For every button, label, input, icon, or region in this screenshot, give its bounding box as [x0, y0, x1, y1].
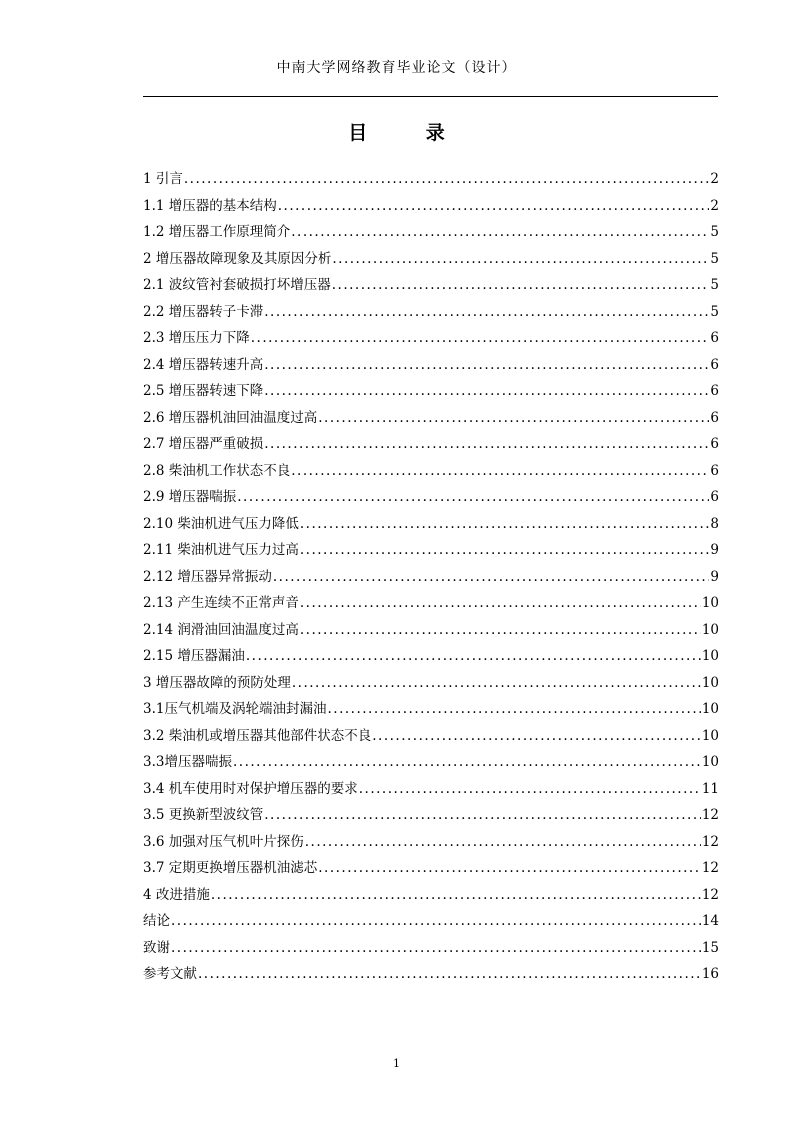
toc-dot-leader	[184, 166, 710, 193]
toc-entry-label: 2.14 润滑油回油温度过高	[143, 621, 299, 638]
toc-dot-leader	[237, 484, 709, 511]
toc-dot-leader	[318, 855, 701, 882]
toc-entry[interactable]	[143, 855, 719, 882]
toc-entry-page: 12	[701, 833, 719, 850]
toc-entry-page: 2	[710, 171, 719, 187]
toc-entry[interactable]	[143, 935, 719, 962]
toc-entry-page: 2	[710, 197, 719, 214]
toc-dot-leader	[264, 378, 709, 405]
toc-entry-label: 2.6 增压器机油回油温度过高	[143, 409, 318, 426]
table-of-contents	[143, 166, 719, 988]
toc-entry-page: 10	[701, 648, 719, 664]
toc-dot-leader	[305, 829, 701, 856]
toc-entry-page: 16	[701, 966, 719, 982]
toc-entry[interactable]	[143, 723, 719, 750]
toc-entry[interactable]	[143, 749, 719, 776]
toc-entry-page: 5	[710, 303, 719, 320]
toc-entry[interactable]	[143, 272, 719, 299]
toc-dot-leader	[359, 776, 701, 803]
toc-entry-page: 6	[710, 330, 719, 346]
toc-entry-label: 1.2 增压器工作原理简介	[143, 224, 291, 240]
toc-entry-page: 9	[710, 568, 719, 585]
toc-dot-leader	[273, 564, 710, 591]
toc-dot-leader	[372, 723, 701, 750]
toc-entry-label: 3.6 加强对压气机叶片探伤	[143, 833, 304, 850]
toc-entry[interactable]	[143, 219, 719, 246]
toc-entry-label: 3.1压气机端及涡轮端油封漏油	[143, 701, 327, 717]
toc-dot-leader	[300, 511, 710, 538]
toc-entry-page: 12	[701, 807, 719, 823]
toc-entry[interactable]	[143, 378, 719, 405]
toc-entry[interactable]	[143, 670, 719, 697]
toc-entry-label: 致谢	[143, 939, 170, 956]
toc-entry-label: 2.10 柴油机进气压力降低	[143, 515, 299, 532]
toc-entry[interactable]	[143, 961, 719, 988]
toc-entry-label: 2.9 增压器喘振	[143, 489, 237, 505]
toc-entry-label: 2.7 增压器严重破损	[143, 436, 264, 452]
toc-entry[interactable]	[143, 325, 719, 352]
toc-entry-page: 15	[701, 939, 719, 956]
toc-entry-label: 3.7 定期更换增压器机油滤芯	[143, 860, 318, 876]
page-header: 中南大学网络教育毕业论文（设计）	[276, 60, 517, 76]
toc-dot-leader	[291, 458, 709, 485]
toc-dot-leader	[198, 961, 701, 988]
toc-entry-page: 6	[710, 489, 719, 505]
toc-entry-page: 8	[710, 515, 719, 532]
toc-entry-label: 结论	[143, 913, 170, 929]
header-divider	[143, 96, 718, 97]
toc-entry[interactable]	[143, 511, 719, 538]
toc-entry-label: 2.15 增压器漏油	[143, 648, 245, 664]
toc-dot-leader	[264, 352, 709, 379]
toc-dot-leader	[318, 405, 709, 432]
toc-entry-page: 10	[701, 701, 719, 717]
toc-title: 目 录	[348, 122, 471, 144]
toc-entry-label: 3 增压器故障的预防处理	[143, 674, 291, 691]
toc-entry-page: 10	[701, 754, 719, 770]
toc-dot-leader	[264, 802, 701, 829]
toc-entry-page: 11	[701, 780, 719, 797]
toc-entry-label: 3.4 机车使用时对保护增压器的要求	[143, 780, 358, 797]
toc-entry-page: 6	[710, 436, 719, 452]
toc-entry-page: 14	[701, 913, 719, 929]
toc-entry[interactable]	[143, 617, 719, 644]
toc-entry-label: 2.8 柴油机工作状态不良	[143, 462, 291, 479]
toc-entry-label: 2.12 增压器异常振动	[143, 568, 272, 585]
toc-entry-label: 2.1 波纹管衬套破损打坏增压器	[143, 277, 331, 293]
toc-entry-page: 12	[701, 886, 719, 903]
toc-entry-label: 1 引言	[143, 171, 183, 187]
toc-dot-leader	[264, 431, 709, 458]
toc-entry-page: 6	[710, 383, 719, 399]
toc-entry[interactable]	[143, 458, 719, 485]
toc-dot-leader	[300, 617, 701, 644]
toc-entry-label: 2.3 增压压力下降	[143, 330, 250, 346]
toc-entry[interactable]	[143, 882, 719, 909]
toc-entry[interactable]	[143, 696, 719, 723]
toc-entry-page: 6	[710, 462, 719, 479]
toc-dot-leader	[246, 643, 701, 670]
toc-entry-label: 2.2 增压器转子卡滞	[143, 303, 264, 320]
toc-entry-label: 参考文献	[143, 966, 197, 982]
toc-entry[interactable]	[143, 537, 719, 564]
toc-entry-page: 10	[701, 674, 719, 691]
toc-entry-page: 10	[701, 595, 719, 611]
toc-dot-leader	[233, 749, 701, 776]
toc-entry-label: 4 改进措施	[143, 886, 210, 903]
toc-entry-label: 2 增压器故障现象及其原因分析	[143, 250, 332, 267]
toc-entry-label: 2.11 柴油机进气压力过高	[143, 542, 299, 558]
toc-dot-leader	[300, 590, 701, 617]
toc-dot-leader	[300, 537, 710, 564]
toc-entry[interactable]	[143, 590, 719, 617]
toc-entry[interactable]	[143, 484, 719, 511]
toc-entry-label: 2.5 增压器转速下降	[143, 383, 264, 399]
toc-entry-page: 5	[710, 277, 719, 293]
toc-entry-page: 9	[710, 542, 719, 558]
toc-entry-page: 6	[710, 409, 719, 426]
toc-entry-page: 10	[701, 621, 719, 638]
toc-entry-label: 3.3增压器喘振	[143, 754, 232, 770]
toc-entry[interactable]	[143, 405, 719, 432]
toc-entry-label: 3.2 柴油机或增压器其他部件状态不良	[143, 727, 372, 744]
toc-dot-leader	[264, 299, 709, 326]
page-number: 1	[393, 1057, 400, 1070]
toc-dot-leader	[211, 882, 701, 909]
toc-entry-page: 5	[710, 250, 719, 267]
toc-entry[interactable]	[143, 352, 719, 379]
toc-dot-leader	[292, 670, 701, 697]
toc-dot-leader	[332, 246, 709, 273]
toc-entry[interactable]	[143, 564, 719, 591]
toc-dot-leader	[171, 935, 701, 962]
toc-entry[interactable]	[143, 431, 719, 458]
toc-entry[interactable]	[143, 166, 719, 193]
toc-entry[interactable]	[143, 908, 719, 935]
toc-entry[interactable]	[143, 246, 719, 273]
toc-dot-leader	[291, 219, 709, 246]
toc-entry-label: 3.5 更换新型波纹管	[143, 807, 264, 823]
toc-entry[interactable]	[143, 193, 719, 220]
toc-entry-page: 12	[701, 860, 719, 876]
toc-entry-label: 1.1 增压器的基本结构	[143, 197, 277, 214]
toc-entry[interactable]	[143, 643, 719, 670]
toc-dot-leader	[327, 696, 700, 723]
toc-dot-leader	[332, 272, 710, 299]
toc-entry[interactable]	[143, 829, 719, 856]
toc-entry-page: 10	[701, 727, 719, 744]
toc-dot-leader	[171, 908, 701, 935]
toc-entry-page: 5	[710, 224, 719, 240]
toc-entry-label: 2.4 增压器转速升高	[143, 356, 264, 373]
toc-dot-leader	[278, 193, 710, 220]
toc-entry[interactable]	[143, 776, 719, 803]
toc-entry[interactable]	[143, 802, 719, 829]
toc-dot-leader	[251, 325, 710, 352]
toc-entry[interactable]	[143, 299, 719, 326]
toc-entry-page: 6	[710, 356, 719, 373]
toc-entry-label: 2.13 产生连续不正常声音	[143, 595, 299, 611]
